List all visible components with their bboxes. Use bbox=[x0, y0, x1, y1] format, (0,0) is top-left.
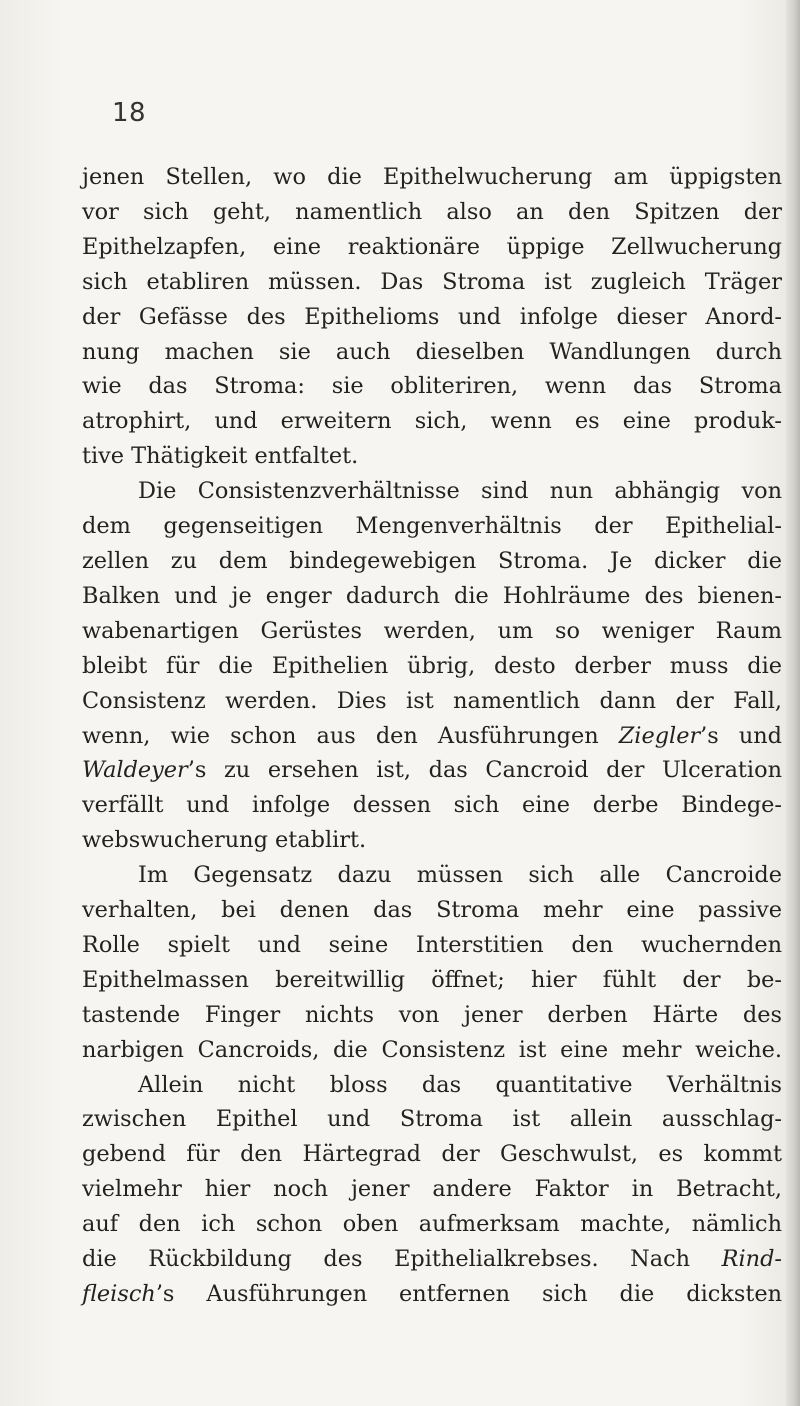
text-line: vielmehr hier noch jener andere Faktor in Betracht, bbox=[82, 1176, 782, 1203]
text-line bbox=[82, 719, 782, 754]
text-line: nung machen sie auch dieselben Wandlungen durch bbox=[82, 338, 782, 365]
text-line: wabenartigen Gerüstes werden, um so weniger Raum bbox=[82, 617, 782, 644]
text-line: narbigen Cancroids, die Consistenz ist eine mehr weiche. bbox=[82, 1036, 782, 1063]
text-line: zellen zu dem bindegewebigen Stroma. Je dicker die bbox=[82, 547, 782, 574]
text-line: verfällt und infolge dessen sich eine derbe Bindege- bbox=[82, 792, 782, 819]
text-line: bleibt für die Epithelien übrig, desto derber muss die bbox=[82, 652, 782, 679]
text-line bbox=[82, 1242, 782, 1277]
text-line: tastende Finger nichts von jener derben Härte des bbox=[82, 1001, 782, 1028]
text-line: zwischen Epithel und Stroma ist allein ausschlag- bbox=[82, 1106, 782, 1133]
text-line: Allein nicht bloss das quantitative Verhältnis bbox=[138, 1071, 782, 1098]
text-segment: die Rückbildung des Epithelialkrebses. Nach bbox=[82, 1246, 722, 1273]
text-line: Consistenz werden. Dies ist namentlich dann der Fall, bbox=[82, 687, 782, 714]
text-line: verhalten, bei denen das Stroma mehr eine passive bbox=[82, 897, 782, 924]
text-line: Rolle spielt und seine Interstitien den wuchernden bbox=[82, 931, 782, 958]
body-text bbox=[82, 160, 782, 1312]
author-name: Ziegler bbox=[618, 722, 701, 749]
text-segment: ’s und bbox=[700, 722, 783, 749]
text-line bbox=[82, 1277, 782, 1312]
text-line bbox=[82, 753, 782, 788]
text-line: sich etabliren müssen. Das Stroma ist zugleich Träger bbox=[82, 268, 782, 295]
text-line: dem gegenseitigen Mengenverhältnis der Epithelial- bbox=[82, 513, 782, 540]
text-line: jenen Stellen, wo die Epithelwucherung am üppigsten bbox=[82, 164, 782, 190]
text-line: tive Thätigkeit entfaltet. bbox=[82, 443, 359, 470]
text-line: wie das Stroma: sie obliteriren, wenn das Stroma bbox=[82, 373, 782, 400]
text-segment: ’s Ausführungen entfernen sich die dicksten bbox=[155, 1281, 782, 1307]
text-line: Balken und je enger dadurch die Hohlräume des bienen- bbox=[82, 582, 782, 609]
text-line: Epithelzapfen, eine reaktionäre üppige Zellwucherung bbox=[82, 233, 782, 260]
page-number: 18 bbox=[112, 98, 147, 128]
text-line: gebend für den Härtegrad der Geschwulst, es kommt bbox=[82, 1141, 782, 1168]
text-line: webswucherung etablirt. bbox=[82, 827, 367, 854]
author-name: Waldeyer bbox=[82, 757, 188, 784]
text-line: auf den ich schon oben aufmerksam machte, nämlich bbox=[82, 1211, 782, 1238]
text-line: Die Consistenzverhältnisse sind nun abhängig von bbox=[138, 478, 782, 505]
author-name: fleisch bbox=[82, 1281, 156, 1307]
author-name: Rind- bbox=[721, 1246, 782, 1273]
text-line: der Gefässe des Epithelioms und infolge dieser Anord- bbox=[82, 303, 782, 330]
page-edge bbox=[786, 0, 800, 1406]
text-line: vor sich geht, namentlich also an den Spitzen der bbox=[82, 198, 782, 225]
text-segment: ’s zu ersehen ist, das Cancroid der Ulceration bbox=[187, 757, 782, 784]
text-segment: wenn, wie schon aus den Ausführungen bbox=[82, 722, 619, 749]
text-line: Epithelmassen bereitwillig öffnet; hier fühlt der be- bbox=[82, 966, 782, 993]
text-line: atrophirt, und erweitern sich, wenn es eine produk- bbox=[82, 408, 782, 435]
text-line: Im Gegensatz dazu müssen sich alle Cancroide bbox=[138, 862, 782, 889]
